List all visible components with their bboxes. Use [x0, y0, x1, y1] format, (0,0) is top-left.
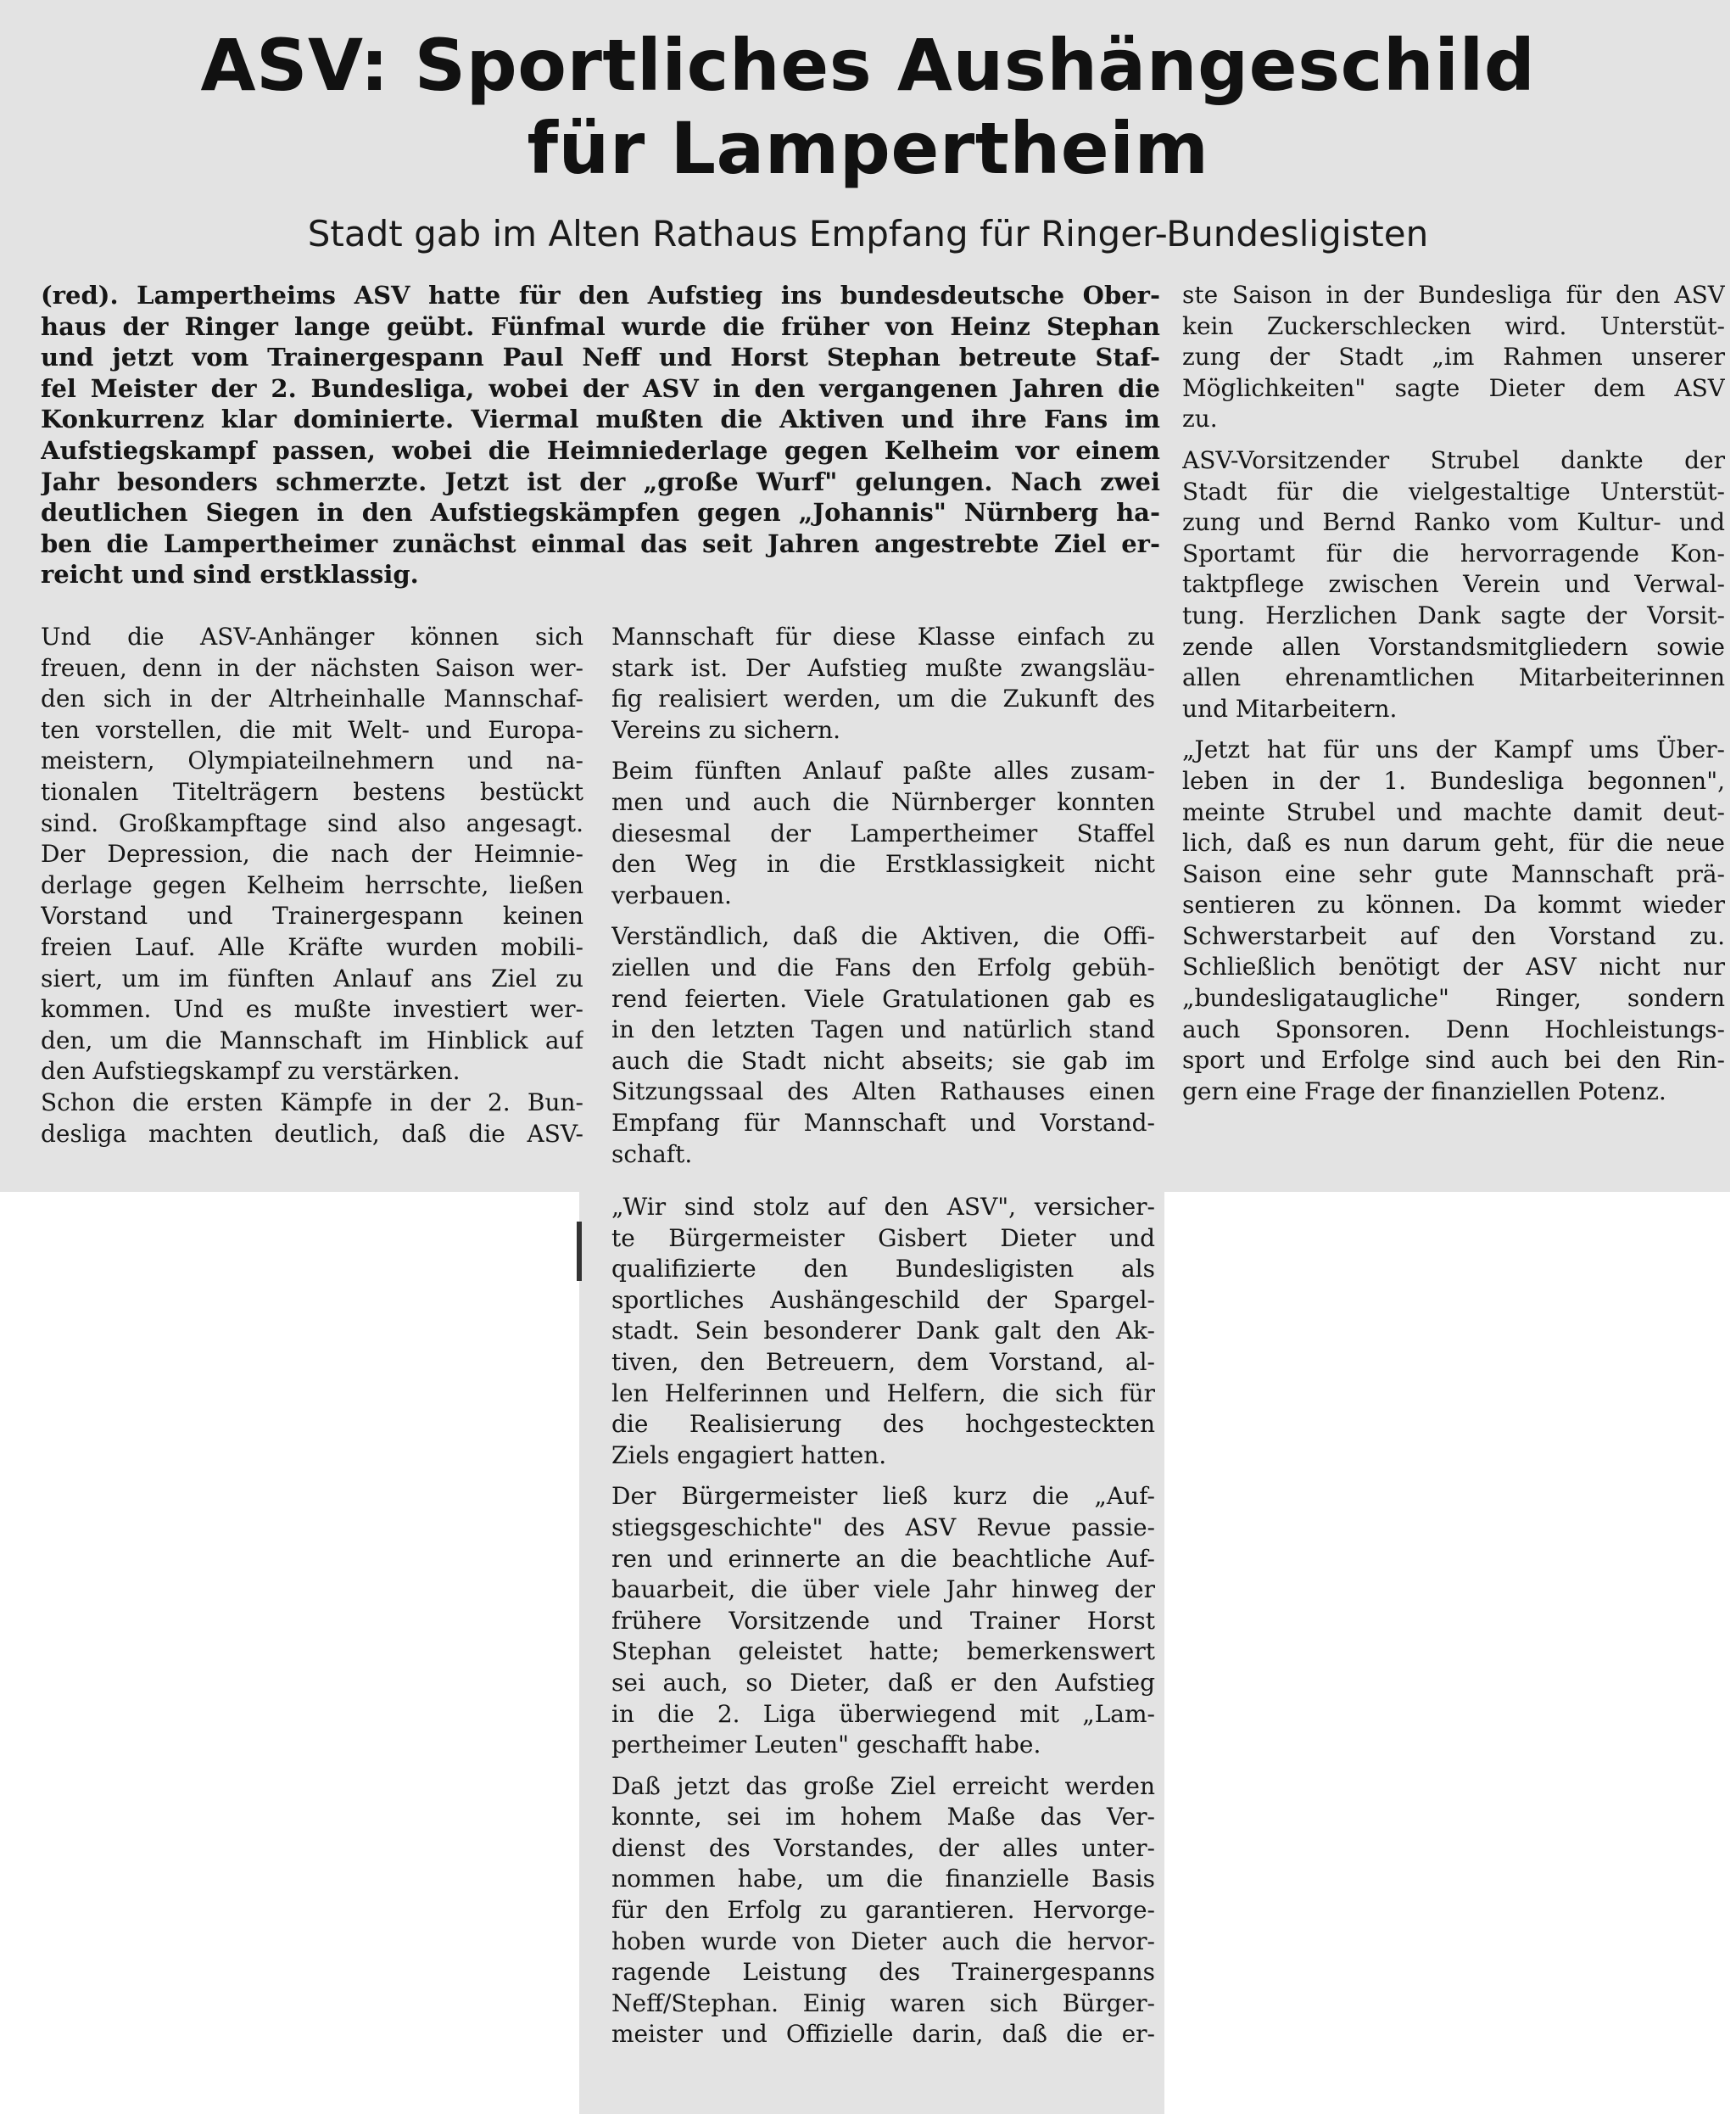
- text-line: Aufstiegskampf passen, wobei die Heimniederlage gegen Kelheim vor einem: [41, 435, 1160, 465]
- text-line: tiven, den Betreuern, dem Vorstand, al-: [611, 1347, 1155, 1376]
- column-3: [1182, 280, 1725, 1107]
- text-line: zende allen Vorstandsmitgliedern sowie: [1182, 632, 1725, 661]
- text-line: deutlichen Siegen in den Aufstiegskämpfen gegen „Johannis" Nürnberg ha-: [41, 498, 1160, 528]
- text-line: sei auch, so Dieter, daß er den Aufstieg: [611, 1668, 1155, 1697]
- text-line: zung und Bernd Ranko vom Kultur- und: [1182, 508, 1725, 537]
- text-line: und jetzt vom Trainergespann Paul Neff und Horst Stephan betreute Staf-: [41, 343, 1160, 372]
- text-line: für den Erfolg zu garantieren. Hervorge-: [611, 1896, 1155, 1925]
- text-line: freuen, denn in der nächsten Saison wer-: [41, 653, 583, 682]
- text-line: Konkurrenz klar dominierte. Viermal mußten die Aktiven und ihre Fans im: [41, 405, 1160, 434]
- text-line: Neff/Stephan. Einig waren sich Bürger-: [611, 1988, 1155, 2017]
- text-line: Jahr besonders schmerzte. Jetzt ist der „große Wurf" gelungen. Nach zwei: [41, 467, 1160, 496]
- text-line: nommen habe, um die finanzielle Basis: [611, 1865, 1155, 1893]
- text-line: ste Saison in der Bundesliga für den ASV: [1182, 281, 1725, 309]
- text-line: kommen. Und es mußte investiert wer-: [41, 995, 583, 1024]
- text-line: qualifizierte den Bundesligisten als: [611, 1255, 1155, 1284]
- text-line: sind. Großkampftage sind also angesagt.: [41, 808, 583, 837]
- text-line: ren und erinnerte an die beachtliche Auf-: [611, 1544, 1155, 1573]
- text-line: leben in der 1. Bundesliga begonnen",: [1182, 766, 1725, 795]
- text-line: reicht und sind erstklassig.: [41, 560, 419, 590]
- text-line: rend feierten. Viele Gratulationen gab es: [611, 984, 1155, 1013]
- text-line: Empfang für Mannschaft und Vorstand-: [611, 1108, 1155, 1137]
- text-line: allen ehrenamtlichen Mitarbeiterinnen: [1182, 663, 1725, 692]
- text-line: sport und Erfolge sind auch bei den Rin-: [1182, 1046, 1725, 1075]
- text-line: stadt. Sein besonderer Dank galt den Ak-: [611, 1317, 1155, 1345]
- text-line: und Mitarbeitern.: [1182, 694, 1398, 723]
- text-line: desliga machten deutlich, daß die ASV-: [41, 1119, 583, 1148]
- text-line: Schwerstarbeit auf den Vorstand zu.: [1182, 921, 1725, 950]
- text-line: haus der Ringer lange geübt. Fünfmal wurde die früher von Heinz Stephan: [41, 311, 1160, 341]
- text-line: taktpflege zwischen Verein und Verwal-: [1182, 570, 1725, 599]
- text-line: freien Lauf. Alle Kräfte wurden mobili-: [41, 932, 583, 961]
- text-line: ASV-Vorsitzender Strubel dankte der: [1182, 445, 1725, 474]
- text-line: diesesmal der Lampertheimer Staffel: [611, 819, 1155, 847]
- paragraph-gap: [611, 1471, 1155, 1481]
- paragraph-gap: [1182, 435, 1725, 445]
- text-line: men und auch die Nürnberger konnten: [611, 787, 1155, 816]
- text-line: tung. Herzlichen Dank sagte der Vorsit-: [1182, 601, 1725, 629]
- paragraph-gap: [611, 746, 1155, 756]
- text-line: fig realisiert werden, um die Zukunft des: [611, 685, 1155, 713]
- text-line: den, um die Mannschaft im Hinblick auf: [41, 1026, 583, 1054]
- text-line: gern eine Frage der finanziellen Potenz.: [1182, 1077, 1666, 1105]
- text-line: frühere Vorsitzende und Trainer Horst: [611, 1606, 1155, 1635]
- text-line: len Helferinnen und Helfern, die sich für: [611, 1379, 1155, 1407]
- text-line: Möglichkeiten" sagte Dieter dem ASV: [1182, 373, 1725, 402]
- text-line: sentieren zu können. Da kommt wieder: [1182, 891, 1725, 920]
- scan-edge-mark: [577, 1222, 582, 1281]
- text-line: Schon die ersten Kämpfe in der 2. Bun-: [41, 1088, 583, 1116]
- lead-paragraph: [41, 280, 1160, 590]
- text-line: Stadt für die vielgestaltige Unterstüt-: [1182, 477, 1725, 506]
- text-line: schaft.: [611, 1139, 693, 1168]
- text-line: in den letzten Tagen und natürlich stand: [611, 1015, 1155, 1044]
- text-line: Daß jetzt das große Ziel erreicht werden: [611, 1771, 1155, 1800]
- text-line: Der Depression, die nach der Heimnie-: [41, 840, 583, 869]
- text-line: Saison eine sehr gute Mannschaft prä-: [1182, 859, 1725, 888]
- text-line: Ziels engagiert hatten.: [611, 1440, 887, 1469]
- headline-line: für Lampertheim: [527, 107, 1209, 190]
- text-line: Vorstand und Trainergespann keinen: [41, 902, 583, 931]
- text-line: bauarbeit, die über viele Jahr hinweg der: [611, 1575, 1155, 1604]
- text-line: „Jetzt hat für uns der Kampf ums Über-: [1182, 735, 1725, 764]
- text-line: „bundesligataugliche" Ringer, sondern: [1182, 984, 1725, 1013]
- text-line: Stephan geleistet hatte; bemerkenswert: [611, 1637, 1155, 1666]
- text-line: te Bürgermeister Gisbert Dieter und: [611, 1223, 1155, 1252]
- text-line: Schließlich benötigt der ASV nicht nur: [1182, 953, 1725, 982]
- column-2: [611, 622, 1155, 1170]
- text-line: sportliches Aushängeschild der Spargel-: [611, 1285, 1155, 1314]
- column-1: [41, 622, 583, 1149]
- text-line: hoben wurde von Dieter auch die hervor-: [611, 1927, 1155, 1955]
- text-line: die Realisierung des hochgesteckten: [611, 1410, 1155, 1439]
- text-line: stark ist. Der Aufstieg mußte zwangsläu-: [611, 653, 1155, 682]
- text-line: Sportamt für die hervorragende Kon-: [1182, 539, 1725, 568]
- text-line: Mannschaft für diese Klasse einfach zu: [611, 623, 1155, 651]
- paragraph-gap: [611, 1761, 1155, 1771]
- text-line: tionalen Titelträgern bestens bestückt: [41, 777, 583, 806]
- text-line: auch die Stadt nicht abseits; sie gab im: [611, 1046, 1155, 1075]
- text-line: fel Meister der 2. Bundesliga, wobei der ASV in den vergangenen Jahren die: [41, 373, 1160, 403]
- text-line: Und die ASV-Anhänger können sich: [41, 623, 583, 651]
- text-line: den Weg in die Erstklassigkeit nicht: [611, 850, 1155, 879]
- text-line: Verständlich, daß die Aktiven, die Offi-: [611, 922, 1155, 951]
- text-line: (red). Lampertheims ASV hatte für den Aufstieg ins bundesdeutsche Ober-: [41, 281, 1160, 310]
- text-line: kein Zuckerschlecken wird. Unterstüt-: [1182, 311, 1725, 340]
- text-line: in die 2. Liga überwiegend mit „Lam-: [611, 1699, 1155, 1728]
- text-line: „Wir sind stolz auf den ASV", versicher-: [611, 1193, 1155, 1221]
- text-line: dienst des Vorstandes, der alles unter-: [611, 1833, 1155, 1862]
- paragraph-gap: [611, 911, 1155, 921]
- text-line: stiegsgeschichte" des ASV Revue passie-: [611, 1513, 1155, 1541]
- text-line: auch Sponsoren. Denn Hochleistungs-: [1182, 1015, 1725, 1043]
- text-line: pertheimer Leuten" geschafft habe.: [611, 1731, 1041, 1759]
- text-line: meinte Strubel und machte damit deut-: [1182, 797, 1725, 826]
- text-line: Beim fünften Anlauf paßte alles zusam-: [611, 757, 1155, 786]
- paragraph-gap: [1182, 724, 1725, 735]
- text-line: ragende Leistung des Trainergespanns: [611, 1958, 1155, 1987]
- text-line: Sitzungssaal des Alten Rathauses einen: [611, 1077, 1155, 1106]
- text-line: zung der Stadt „im Rahmen unserer: [1182, 343, 1725, 372]
- text-line: konnte, sei im hohem Maße das Ver-: [611, 1803, 1155, 1832]
- text-line: derlage gegen Kelheim herrschte, ließen: [41, 870, 583, 899]
- subheadline: Stadt gab im Alten Rathaus Empfang für Ringer-Bundesligisten: [307, 213, 1429, 254]
- text-line: meister und Offizielle darin, daß die er-: [611, 2020, 1155, 2049]
- text-line: ten vorstellen, die mit Welt- und Europa-: [41, 715, 583, 744]
- text-line: lich, daß es nun darum geht, für die neue: [1182, 829, 1725, 858]
- headline-line: ASV: Sportliches Aushängeschild: [200, 24, 1536, 107]
- column-2-continued: [611, 1192, 1155, 2050]
- text-line: verbauen.: [611, 881, 732, 909]
- text-line: siert, um im fünften Anlauf ans Ziel zu: [41, 964, 583, 993]
- text-line: meistern, Olympiateilnehmern und na-: [41, 747, 583, 775]
- text-line: den Aufstiegskampf zu verstärken.: [41, 1057, 461, 1086]
- text-line: zu.: [1182, 405, 1218, 433]
- text-line: ziellen und die Fans den Erfolg gebüh-: [611, 953, 1155, 982]
- text-line: Der Bürgermeister ließ kurz die „Auf-: [611, 1482, 1155, 1511]
- text-line: ben die Lampertheimer zunächst einmal das seit Jahren angestrebte Ziel er-: [41, 528, 1160, 558]
- text-line: Vereins zu sichern.: [611, 715, 841, 744]
- text-line: den sich in der Altrheinhalle Mannschaf-: [41, 685, 583, 713]
- headline: [0, 24, 1736, 190]
